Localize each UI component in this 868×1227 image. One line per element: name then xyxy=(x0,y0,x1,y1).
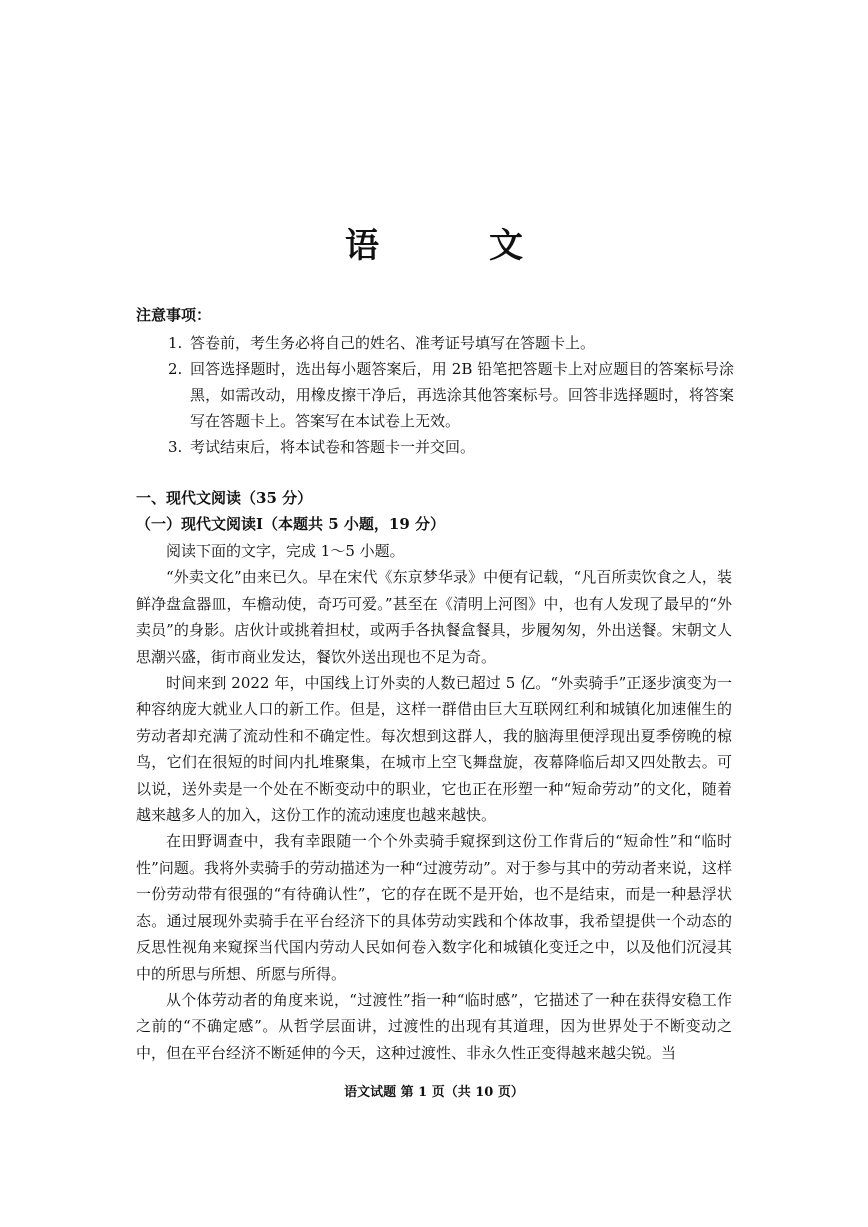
notice-item-text: 答卷前，考生务必将自己的姓名、准考证号填写在答题卡上。 xyxy=(190,334,596,352)
passage-paragraph: 时间来到 2022 年，中国线上订外卖的人数已超过 5 亿。“外卖骑手”正逐步演变为一种容纳庞大就业人口的新工作。但是，这样一群借由巨大互联网红利和城镇化加速催生的劳动者却充满了流动性和不确定性。每次想到这群人，我的脑海里便浮现出夏季傍晚的椋鸟，它们在很短的时间内扎堆聚集，在城市上空飞舞盘旋，夜幕降临后却又四处散去。可以说，送外卖是一个处在不断变动中的职业，它也正在形塑一种“短命劳动”的文化，随着越来越多人的加入，这份工作的流动速度也越来越快。 xyxy=(136,674,732,825)
passage-paragraph: “外卖文化”由来已久。早在宋代《东京梦华录》中便有记载，“凡百所卖饮食之人，装鲜净盘盒器皿，车檐动使，奇巧可爱。”甚至在《清明上河图》中，也有人发现了最早的“外卖员”的身影。店伙计或挑着担杖，或两手各执餐盒餐具，步履匆匆，外出送餐。宋朝文人思潮兴盛，街市商业发达，餐饮外送出现也不足为奇。 xyxy=(136,568,732,666)
notice-item xyxy=(168,356,734,434)
notice-item-text: 回答选择题时，选出每小题答案后，用 2B 铅笔把答题卡上对应题目的答案标号涂黑，如需改动，用橡皮擦干净后，再选涂其他答案标号。回答非选择题时，将答案写在答题卡上。答案写在本试卷上无效。 xyxy=(190,360,734,430)
section-heading: 一、现代文阅读（35 分） xyxy=(136,489,313,507)
notice-item-number: 3. xyxy=(168,438,183,456)
notice-item xyxy=(168,434,734,460)
notice-item-text: 考试结束后，将本试卷和答题卡一并交回。 xyxy=(190,438,476,456)
notice-heading: 注意事项： xyxy=(136,306,212,324)
passage-paragraph: 从个体劳动者的角度来说，“过渡性”指一种“临时感”，它描述了一种在获得安稳工作之前的“不确定感”。从哲学层面讲，过渡性的出现有其道理，因为世界处于不断变动之中，但在平台经济不断延伸的今天，这种过渡性、非永久性正变得越来越尖锐。当 xyxy=(136,990,732,1062)
page-footer: 语文试题 第 1 页（共 10 页） xyxy=(344,1085,524,1100)
notice-item xyxy=(168,330,734,356)
passage-instruction: 阅读下面的文字，完成 1～5 小题。 xyxy=(166,542,405,560)
notice-item-number: 2. xyxy=(168,360,183,378)
notice-item-number: 1. xyxy=(168,334,183,352)
reading-passage xyxy=(136,538,732,1066)
passage-paragraph: 在田野调查中，我有幸跟随一个个外卖骑手窥探到这份工作背后的“短命性”和“临时性”问题。我将外卖骑手的劳动描述为一种“过渡劳动”。对于参与其中的劳动者来说，这样一份劳动带有很强的“有待确认性”，它的存在既不是开始，也不是结束，而是一种悬浮状态。通过展现外卖骑手在平台经济下的具体劳动实践和个体故事，我希望提供一个动态的反思性视角来窥探当代国内劳动人民如何卷入数字化和城镇化变迁之中，以及他们沉浸其中的所思与所想、所愿与所得。 xyxy=(136,832,732,983)
notice-list xyxy=(168,330,734,460)
page-title: 语 文 xyxy=(345,226,561,266)
subsection-heading: （一）现代文阅读Ⅰ（本题共 5 小题，19 分） xyxy=(136,515,445,533)
